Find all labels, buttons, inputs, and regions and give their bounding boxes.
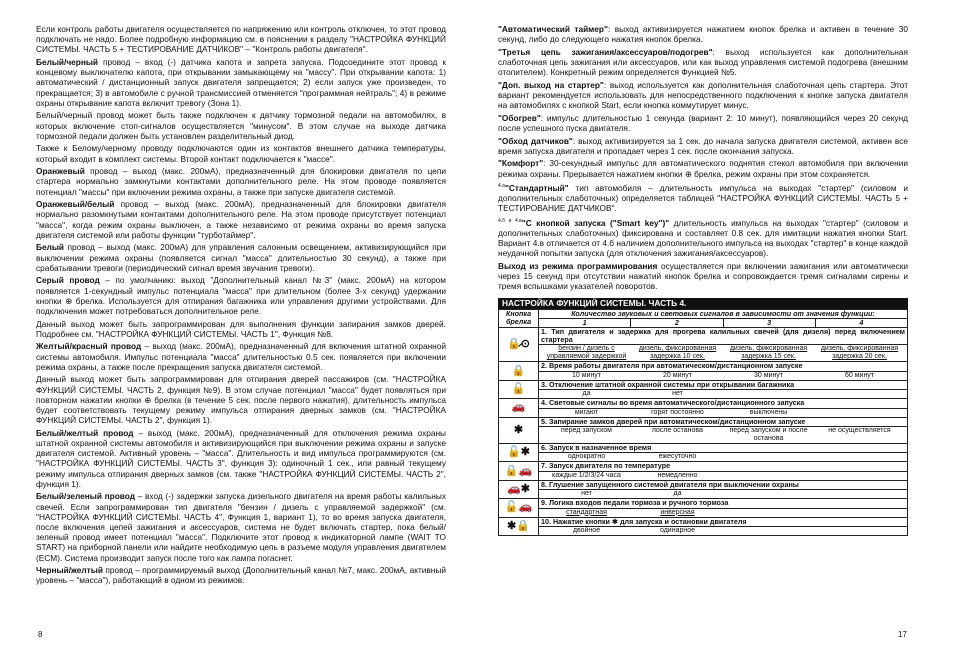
paragraph-temperature: Также к Белому/черному проводу подключаются один из контактов внешнего датчика температуры, который входит в комплект системы. Второй контакт подключается к "массе". [36, 143, 446, 164]
paragraph-third-ignition: "Третья цепь зажигания/аксессуаров/подогрев": выход используется как дополнительная слаботочная цепь зажигания или аксессуаров, или как выход управления системой подогрева (внешним отопителем). Конкретный режим определяется Функцией №5. [498, 46, 908, 78]
function-title: 7. Запуск двигателя по температуре [539, 462, 908, 471]
paragraph-starter-output: "Доп. выход на стартер": выход используется как дополнительная слаботочная цепь стартера. Этот вариант рекомендуется использовать для непосредственного подключения к кнопке запуска двигателя на автомобилях с кнопкой Start, если кнопка коммутирует минус. [498, 79, 908, 111]
header-desc: Количество звуковых и световых сигналов в зависимости от значения функции: [539, 309, 908, 318]
option-value: 60 минут [844, 371, 875, 379]
option-value: выключены [749, 408, 788, 416]
paragraph-door-lock: Данный выход может быть запрограммирован для выполнения функции запирания замков дверей. Подробнее см. "НАСТРОЙКА ФУНКЦИЙ СИСТЕМЫ. ЧАСТЬ 1", Функция №8. [36, 318, 446, 339]
col-2: 2 [631, 318, 723, 327]
keyfob-button-icon: 🔓✱ [499, 443, 539, 461]
paragraph-white-yellow: Белый/желтый провод – выход (макс. 200мА), предназначенный для отключения режима охраны штатной охранной системы автомобиля и активизирующийся при выключении режима охраны и запуске двигателя системой. Активный уровень – "масса". Длительность и вид импульса программируются (см. "НАСТРОЙКА ФУНКЦИЙ СИСТЕМЫ. ЧАСТЬ 3", функция 3): одиночный 1 сек., или равный текущему режиму импульса отпирания дверных замков (см. также "НАСТРОЙКА ФУНКЦИЙ СИСТЕМЫ. ЧАСТЬ 2", функция 1). [36, 427, 446, 489]
option-value [723, 527, 814, 535]
paragraph-heating: "Обогрев": импульс длительностью 1 секунда (вариант 2: 10 минут), появляющийся через 20 секунд после успешного пуска двигателя. [498, 112, 908, 133]
option-value: двойное [572, 527, 601, 534]
keyfob-button-icon: 🚗 [499, 399, 539, 417]
function-title: 3. Отключение штатной охранной системы при открывании багажника [539, 380, 908, 389]
keyfob-button-icon: 🔓 [499, 380, 539, 398]
option-value [814, 527, 905, 535]
keyfob-button-icon: 🔒 [499, 362, 539, 380]
paragraph-smart-key: $^{4.б и 4.в}$"С кнопкой запуска ("Smart key")" длительность импульса на выходах "стартер" (силовом и дополнительных слаботочных) фиксирована и составляет 0.8 сек. для имитации нажатия кнопки Start. Вариант 4.в отличается от 4.б наличием дополнительного импульса на выходах "стартер" в конце каждой неудачной попытки запуска (для отключения зажигания/аксессуаров). [498, 217, 908, 259]
table-row [499, 380, 908, 389]
option-value: дизель, фиксированная задержка 10 сек. [638, 345, 717, 361]
function-title: 1. Тип двигателя и задержка для прогрева калильных свечей (для дизеля) перед включением стартера [539, 327, 908, 345]
option-value: 30 минут [753, 371, 784, 379]
functions-table [498, 309, 908, 536]
option-value [723, 472, 814, 480]
paragraph-passenger-doors: Данный выход может быть запрограммирован для отпирания дверей пассажиров (см. "НАСТРОЙКА ФУНКЦИЙ СИСТЕМЫ. ЧАСТЬ 2, функция №9). В этом случае потенциал "масса" будет появляться при повторном нажатии кнопки ⊕ брелка (в течение 5 сек. после первого нажатия), длительность импульса будет соответствовать текущему режиму импульса отпирания дверных замков (см. "НАСТРОЙКА ФУНКЦИЙ СИСТЕМЫ. ЧАСТЬ 2", функция 1). [36, 374, 446, 426]
paragraph-orange-white: Оранжевый/белый провод – выход (макс. 200мА), предназначенный для блокировки двигателя нормально разомкнутыми контактами дополнительного реле. На этом проводе присутствует потенциал "масса", когда режим охраны выключен, а также независимо от режима охраны во время запуска двигателя системой или работы функции "турботаймер". [36, 199, 446, 240]
right-page-body [498, 24, 908, 536]
paragraph-black-yellow: Черный/желтый провод – программируемый выход (Дополнительный канал №7, макс. 200мА, активный уровень – "масса"), работающий в одном из режимов: [36, 565, 446, 586]
option-value: перед запуском и после останова [729, 426, 808, 442]
table-row [499, 480, 908, 489]
keyfob-button-icon: ✱ [499, 417, 539, 443]
option-value: бензин / дизель с управляемой задержкой [546, 345, 627, 361]
header-button: Кнопка брелка [499, 309, 539, 327]
option-value: ежесуточно [658, 453, 697, 461]
option-value: мигают [574, 408, 599, 416]
paragraph-brake-sensor: Белый/черный провод может быть также подключен к датчику тормозной педали на автомобилях, в которых включение стоп-сигналов осуществляется "минусом". В этом случае на выходе датчика тормозной педали должен быть установлен разделительный диод. [36, 110, 446, 141]
option-value: нет [672, 390, 683, 398]
table-row-options [499, 371, 908, 380]
function-title: 6. Запуск в назначенное время [539, 443, 908, 452]
table-row-options [499, 508, 908, 517]
option-value: да [673, 490, 682, 498]
function-title: 5. Запирание замков дверей при автоматическом/дистанционном запуске [539, 417, 908, 426]
table-row-options [499, 408, 908, 417]
paragraph-white-green: Белый/зеленый провод – вход (-) задержки запуска дизельного двигателя на время работы калильных свечей. Если запрограммирован тип двигателя "бензин / дизель с управляемой задержкой" (см. "НАСТРОЙКА ФУНКЦИЙ СИСТЕМЫ. ЧАСТЬ 4", Функция 1, вариант 1), то во время запуска двигателя, после включения цепей зажигания и аксессуаров, система не будет включать стартер, пока белый/зеленый провод имеет потенциал "масса". Подключите этот провод к индикаторной лампе (WAIT TO START) на приборной панели или найдите необходимую цепь в разъеме модуля управления двигателем (ECM). Система производит запуск после того как лампа погаснет. [36, 491, 446, 563]
option-value [814, 490, 905, 498]
option-value [814, 509, 905, 517]
table-header [499, 309, 908, 318]
option-value: не осуществляется [828, 426, 891, 434]
col-3: 3 [723, 318, 815, 327]
paragraph-orange: Оранжевый провод – выход (макс. 200мА), предназначенный для блокировки двигателя по цепи стартера нормально замкнутыми контактами дополнительного реле. На этом проводе появляется потенциал "массы" при включении режима охраны, а также при запуске двигателя системой. [36, 166, 446, 197]
paragraph-white: Белый провод – выход (макс. 200мА) для управления салонным освещением, активизирующийся при выключении режима охраны (появляется сигнал "масса" длительностью 30 секунд), а также при срабатывании тревоги (периодический сигнал время звучания тревоги). [36, 242, 446, 273]
option-value: нет [581, 490, 592, 498]
keyfob-button-icon: 🔓🚗 [499, 499, 539, 517]
option-value [814, 472, 905, 480]
paragraph-standard: $^{4.a}$"Стандартный" тип автомобиля – длительность импульса на выходах "стартер" (силовом и дополнительных слаботочных) определяется таблицей "НАСТРОЙКА ФУНКЦИЙ СИСТЕМЫ. ЧАСТЬ 5 + ТЕСТИРОВАНИЕ ДАТЧИКОВ". [498, 182, 908, 214]
option-value: инверсная [660, 508, 695, 516]
option-value: немедленно [657, 471, 698, 479]
paragraph-sensor-bypass: "Обход датчиков": выход активизируется за 1 сек. до начала запуска двигателя системой, активен все время запуска двигателя и пропадает через 1 сек. после окончания запуска. [498, 135, 908, 156]
paragraph-gray: Серый провод – по умолчанию: выход "Дополнительный канал №3" (макс. 200мА) на котором появляется 1-секундный импульс потенциала "масса" при длительном (более 3-х секунд) удержании кнопки ⊕ брелка. Используется для отпирания багажника или управления другими устройствами. Для подключения может потребоваться дополнительное реле. [36, 275, 447, 317]
option-value: одинарное [659, 527, 696, 534]
function-title: 4. Световые сигналы во время автоматического/дистанционного запуска [539, 399, 908, 408]
page-number-right: 17 [898, 630, 907, 639]
table-row-options [499, 527, 908, 536]
option-value: дизель, фиксированная задержка 15 сек. [729, 345, 808, 361]
option-value: дизель, фиксированная задержка 20 сек. [820, 345, 899, 361]
option-value: да [582, 390, 591, 398]
table-row-options [499, 345, 908, 362]
function-title: 8. Глушение запущенного системой двигателя при выключении охраны [539, 480, 908, 489]
option-value [723, 490, 814, 498]
paragraph-comfort: "Комфорт": 30-секундный импульс для автоматического поднятия стекол автомобиля при включении режима охраны. Прерывается нажатием кнопки ⊕ брелка, режим охраны при этом сохраняется. [498, 158, 908, 179]
function-title: 9. Логика входов педали тормоза и ручного тормоза [539, 499, 908, 508]
function-title: 10. Нажатие кнопки ✱ для запуска и остановки двигателя [539, 517, 908, 526]
option-value: после останова [652, 426, 703, 434]
table-row [499, 362, 908, 371]
table-row [499, 327, 908, 345]
left-page-body [36, 24, 446, 588]
table-row [499, 417, 908, 426]
option-value [723, 390, 814, 398]
table-row [499, 462, 908, 471]
option-value [723, 509, 814, 517]
page-number-left: 8 [38, 630, 43, 639]
paragraph-white-black: Белый/черный провод – вход (-) датчика капота и запрета запуска. Подсоедините этот провод к концевому выключателю капота, при открывании замыкающему на "массу". При открывании капота: 1) автоматический / дистанционный запуск двигателя запрещается; 2) если запуск уже произведен, то прекращается; 3) в автомобиле с ручной трансмиссией отменяется "программная нейтраль"; 4) в режиме охраны открывание капота включит тревогу (Зона 1). [36, 57, 446, 108]
option-value: стандартная [566, 508, 607, 516]
option-value [814, 390, 905, 398]
table-header-cols [499, 318, 908, 327]
table-row-options [499, 426, 908, 443]
table-row [499, 443, 908, 452]
option-value [814, 453, 905, 461]
option-value: каждые 1/2/3/24 часа [552, 471, 621, 479]
keyfob-button-icon: 🔒🚗 [499, 462, 539, 480]
option-value: 10 минут [571, 371, 602, 379]
option-value: однократно [567, 453, 606, 461]
table-row [499, 499, 908, 508]
paragraph-exit-programming: Выход из режима программирования осуществляется при включении зажигания или автоматически через 15 секунд при отсутствии нажатий кнопок брелка и сопровождается тремя сигналами сирены и тремя вспышками указателей поворотов. [498, 260, 908, 292]
table-row [499, 399, 908, 408]
paragraph-engine-control: Если контроль работы двигателя осуществляется по напряжению или контроль отключен, то этот провод подключать не надо. Более подробную информацию см. в пояснении к разделу "НАСТРОЙКА ФУНКЦИЙ СИСТЕМЫ. ЧАСТЬ 5 + ТЕСТИРОВАНИЕ ДАТЧИКОВ" – "Контроль работы двигателя". [36, 24, 446, 55]
keyfob-button-icon: ✱🔒 [499, 517, 539, 535]
option-value [723, 453, 814, 461]
table-title: НАСТРОЙКА ФУНКЦИЙ СИСТЕМЫ. ЧАСТЬ 4. [498, 298, 908, 309]
keyfob-button-icon: 🚗✱ [499, 480, 539, 498]
table-row [499, 517, 908, 526]
option-value: горят постоянно [651, 408, 704, 416]
table-row-options [499, 471, 908, 480]
option-value: 20 минут [662, 371, 693, 379]
col-1: 1 [539, 318, 631, 327]
paragraph-yellow-red: Желтый/красный провод – выход (макс. 200мА), предназначенный для включения штатной охранной системы автомобиля. Импульс потенциала "масса" длительностью 0.5 сек. появляется при включении режима охраны, а также после прекращения запуска двигателя системой. [36, 341, 446, 372]
col-4: 4 [815, 318, 907, 327]
option-value [814, 409, 905, 417]
keyfob-button-icon: 🔒̷⊙ [499, 327, 539, 362]
paragraph-auto-timer: "Автоматический таймер": выход активизируется нажатием кнопок брелка и активен в течение 30 секунд, либо до следующего нажатия кнопок брелка. [498, 24, 908, 45]
function-title: 2. Время работы двигателя при автоматическом/дистанционном запуске [539, 362, 908, 371]
option-value: перед запуском [560, 426, 612, 434]
